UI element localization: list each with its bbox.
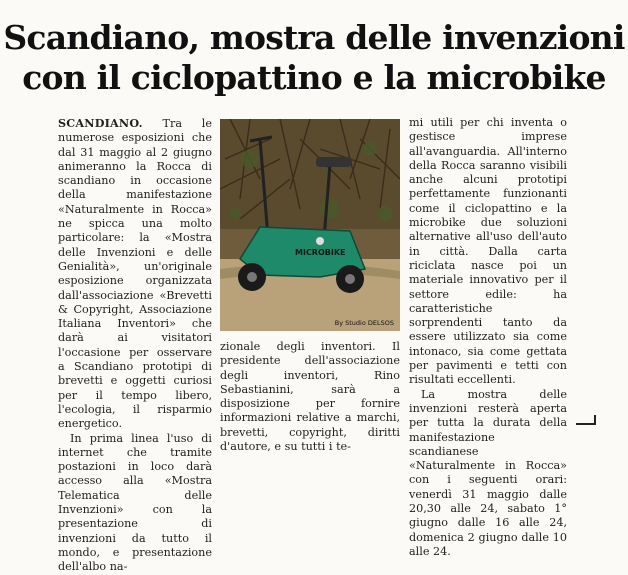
bike-label: MICROBIKE bbox=[295, 248, 346, 257]
microbike-photo-image bbox=[220, 119, 400, 331]
paragraph-4: mi utili per chi inventa o gestisce imprese all'avanguardia. All'interno della Rocca saranno visibili anche alcuni prototipi perfettamente funzionanti come il ciclopattino e la microbike due soluzioni alternative all'uso dell'auto in città. Dalla carta riciclata nasce poi un materiale innovativo per il settore edile: ha caratteristiche sorprendenti tanto da essere utilizzato sia come intonaco, sia come gettata per pavimenti e tetti con risultati eccellenti. bbox=[409, 116, 567, 387]
column-3 bbox=[409, 116, 567, 559]
headline-line-2: con il ciclopattino e la microbike bbox=[22, 58, 606, 97]
headline bbox=[0, 18, 628, 98]
paragraph-1-text: Tra le numerose esposizioni che dal 31 maggio al 2 giugno animeranno la Rocca di scandiano in occasione della manifestazione «Naturalmente in Rocca» ne spicca una molto particolare: la «Mostra delle Invenzioni e delle Genialità», un'originale esposizione organizzata dall'associazione «Brevetti & Copyright, Associazione Italiana Inventori» che darà ai visitatori l'occasione per osservare a Scandiano prototipi di brevetti e oggetti curiosi per il tempo libero, l'ecologia, il risparmio energetico. bbox=[58, 117, 212, 431]
paragraph-5: La mostra delle invenzioni resterà aperta per tutta la durata della manifestazione scandianese «Naturalmente in Rocca» con i seguenti orari: venerdì 31 maggio dalle 20,30 alle 24, sabato 1° giugno dalle 16 alle 24, domenica 2 giugno dalle 10 alle 24. bbox=[409, 387, 567, 558]
paragraph-1 bbox=[58, 116, 212, 432]
paragraph-3: zionale degli inventori. Il presidente dell'associazione degli inventori, Rino Sebastianini, sarà a disposizione per fornire informazioni relative a marchi, brevetti, copyright, diritti d'autore, e su tutti i te- bbox=[220, 340, 400, 454]
dateline: SCANDIANO. bbox=[58, 116, 143, 130]
column-2 bbox=[220, 340, 400, 454]
photo-credit: By Studio DELSOS bbox=[334, 319, 394, 327]
column-1 bbox=[58, 116, 212, 575]
headline-line-1: Scandiano, mostra delle invenzioni bbox=[3, 18, 625, 57]
paragraph-2: In prima linea l'uso di internet che tramite postazioni in loco darà accesso alla «Mostra Telematica delle Invenzioni» con la presentazione di invenzioni da tutto il mondo, e presentazione dell'albo na- bbox=[58, 431, 212, 574]
end-mark bbox=[576, 423, 596, 425]
microbike-photo bbox=[220, 119, 400, 331]
